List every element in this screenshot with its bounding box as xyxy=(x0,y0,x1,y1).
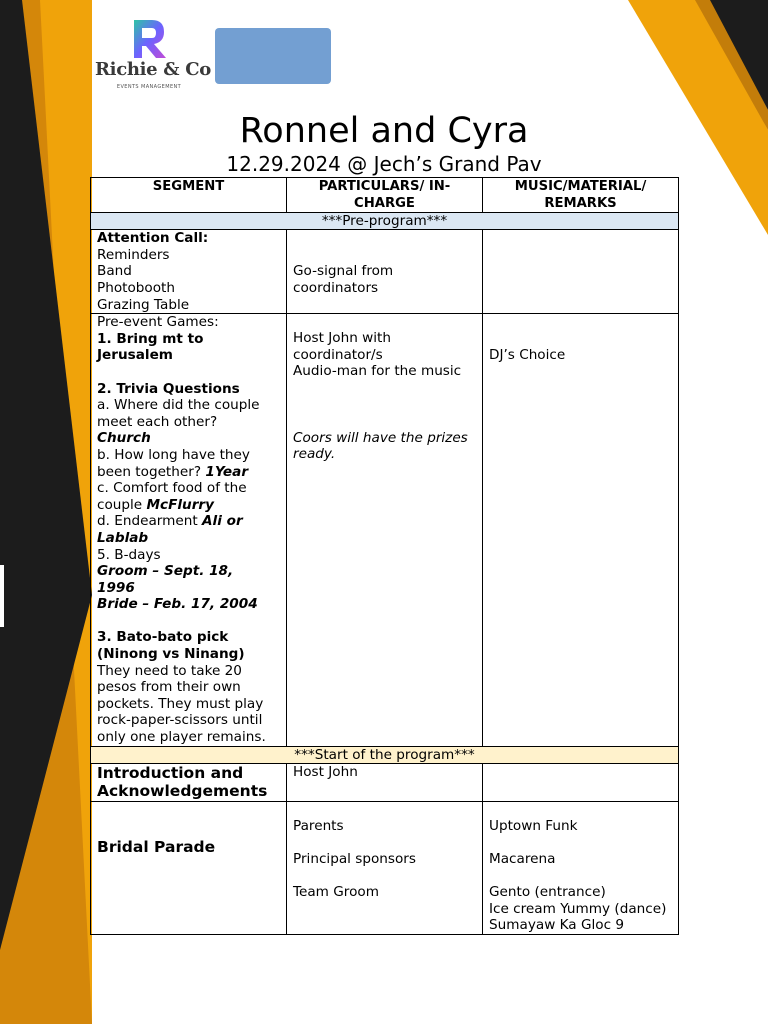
column-header: MUSIC/MATERIAL/ REMARKS xyxy=(483,178,679,213)
event-date-venue: 12.29.2024 @ Jech’s Grand Pav xyxy=(226,152,542,176)
segment-cell: Attention Call: Reminders Band Photobooth Grazing Table xyxy=(91,230,287,314)
section-row xyxy=(91,213,679,230)
segment-cell: Pre-event Games: 1. Bring mt to Jerusalem 2. Trivia Questions a. Where did the couple meet each other? Church b. How long have they been together? 1Year c. Comfort food of the couple McFlurry d. Endearment Ali or Lablab 5. B-days Groom – Sept. 18, 1996 Bride – Feb. 17, 2004 3. Bato-bato pick (Ninong vs Ninang) They need to take 20 pesos from their own pockets. They must play rock-paper-scissors until only one player remains. xyxy=(91,314,287,746)
page-title: Ronnel and Cyra xyxy=(239,111,529,151)
table-row xyxy=(91,314,679,746)
brand-name: Richie & Co xyxy=(95,59,211,80)
image-placeholder xyxy=(215,28,331,84)
program-table xyxy=(90,177,679,935)
remarks-cell: Uptown Funk Macarena Gento (entrance) Ice cream Yummy (dance) Sumayaw Ka Gloc 9 xyxy=(483,801,679,934)
remarks-cell xyxy=(483,763,679,801)
remarks-cell: DJ’s Choice xyxy=(483,314,679,746)
section-row xyxy=(91,746,679,763)
column-header: SEGMENT xyxy=(91,178,287,213)
brand-tagline: EVENTS MANAGEMENT xyxy=(116,84,182,90)
segment-cell: Introduction and Acknowledgements xyxy=(91,763,287,801)
segment-cell: Bridal Parade xyxy=(91,801,287,934)
remarks-cell xyxy=(483,230,679,314)
section-label: ***Pre-program*** xyxy=(91,213,679,230)
particulars-cell: Host John with coordinator/s Audio-man for the music Coors will have the prizes ready. xyxy=(287,314,483,746)
left-white-tab xyxy=(0,565,4,627)
particulars-cell: Host John xyxy=(287,763,483,801)
table-row xyxy=(91,230,679,314)
section-label: ***Start of the program*** xyxy=(91,746,679,763)
logo-icon xyxy=(128,18,168,60)
particulars-cell: Parents Principal sponsors Team Groom xyxy=(287,801,483,934)
table-row xyxy=(91,763,679,801)
particulars-cell: Go-signal from coordinators xyxy=(287,230,483,314)
table-header-row xyxy=(91,178,679,213)
table-row xyxy=(91,801,679,934)
column-header: PARTICULARS/ IN-CHARGE xyxy=(287,178,483,213)
